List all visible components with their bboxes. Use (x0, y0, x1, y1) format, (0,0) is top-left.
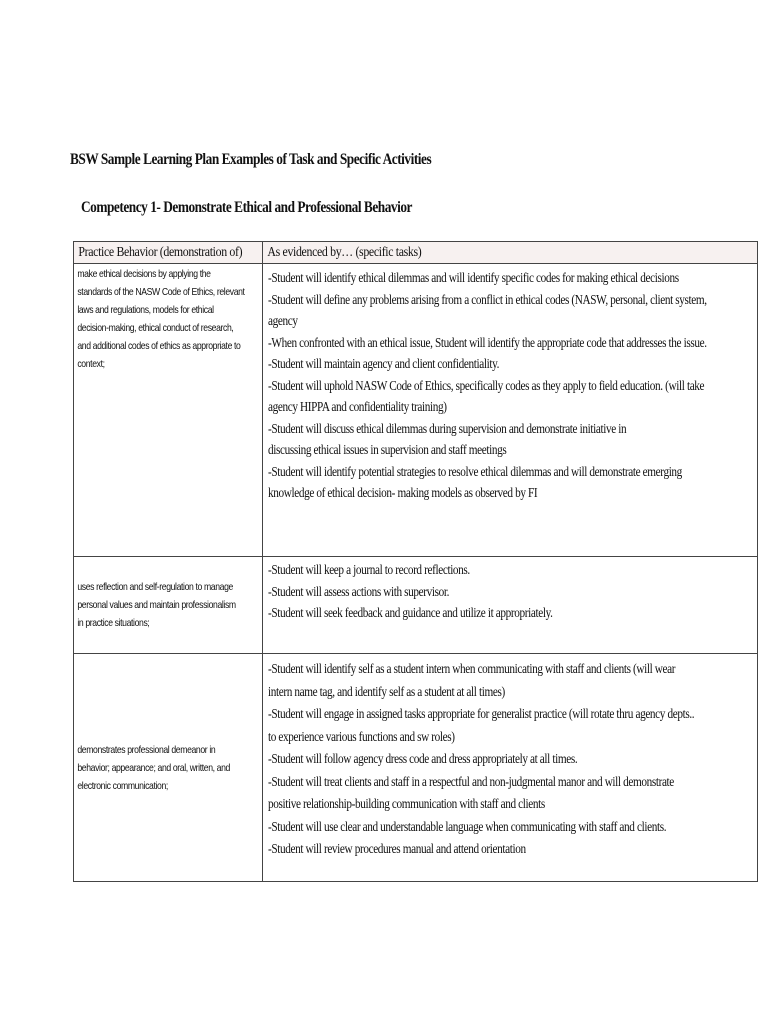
task-list (263, 557, 757, 624)
behavior-line: decision-making, ethical conduct of research, (77, 323, 234, 334)
tasks-cell (263, 264, 758, 557)
document-title: BSW Sample Learning Plan Examples of Task and Specific Activities (70, 151, 432, 168)
task-line: -Student will define any problems arising from a conflict in ethical codes (NASW, personal, client system, (268, 291, 707, 307)
header-evidenced-by: As evidenced by… (specific tasks) (263, 242, 758, 264)
task-line: -Student will discuss ethical dilemmas during supervision and demonstrate initiative in (268, 420, 627, 436)
behavior-line: context; (77, 359, 105, 370)
behavior-line: electronic communication; (77, 780, 168, 792)
task-line: -Student will maintain agency and client confidentiality. (268, 356, 500, 371)
table-header-row (74, 242, 758, 264)
task-line: -Student will engage in assigned tasks appropriate for generalist practice (will rotate thru agency depts.. (268, 706, 695, 721)
competency-heading: Competency 1- Demonstrate Ethical and Professional Behavior (81, 199, 412, 216)
task-line: -Student will uphold NASW Code of Ethics, specifically codes as they apply to field education. (will take (268, 377, 705, 393)
task-line: -Student will assess actions with supervisor. (268, 583, 450, 599)
task-list (263, 654, 757, 861)
task-line: agency (268, 313, 298, 328)
behavior-line: uses reflection and self-regulation to manage (77, 582, 233, 593)
task-line: intern name tag, and identify self as a student at all times) (268, 683, 506, 699)
practice-behavior-cell (74, 557, 263, 654)
task-line: knowledge of ethical decision- making models as observed by FI (268, 485, 538, 500)
behavior-line: make ethical decisions by applying the (77, 269, 211, 280)
task-line: -Student will review procedures manual and attend orientation (268, 841, 527, 856)
task-line: -Student will identify self as a student intern when communicating with staff and clients (will wear (268, 661, 676, 676)
task-list (263, 264, 757, 504)
table-row (74, 264, 758, 557)
task-line: -Student will keep a journal to record reflections. (268, 562, 471, 577)
behavior-line: behavior; appearance; and oral, written, and (77, 762, 230, 774)
behavior-line: personal values and maintain professionalism (77, 600, 236, 611)
task-line: agency HIPPA and confidentiality training) (268, 399, 447, 414)
task-line: -Student will follow agency dress code and dress appropriately at all times. (268, 751, 578, 766)
task-line: -Student will identify potential strategies to resolve ethical dilemmas and will demonstrate emerging (268, 463, 683, 479)
learning-plan-table (73, 241, 758, 882)
behavior-line: and additional codes of ethics as appropriate to (77, 341, 241, 352)
tasks-cell (263, 557, 758, 654)
task-line: -Student will use clear and understandable language when communicating with staff and clients. (268, 818, 667, 834)
practice-behavior-cell (74, 654, 263, 882)
tasks-cell (263, 654, 758, 882)
table-row (74, 654, 758, 882)
task-line: discussing ethical issues in supervision and staff meetings (268, 442, 507, 457)
task-line: -Student will treat clients and staff in a respectful and non-judgmental manor and will demonstrate (268, 773, 675, 789)
behavior-line: standards of the NASW Code of Ethics, relevant (77, 287, 245, 298)
behavior-line: laws and regulations, models for ethical (77, 305, 214, 316)
practice-behavior-cell (74, 264, 263, 557)
header-practice-behavior: Practice Behavior (demonstration of) (74, 242, 263, 264)
task-line: -Student will identify ethical dilemmas and will identify specific codes for making ethical decisions (268, 270, 679, 285)
task-line: -Student will seek feedback and guidance and utilize it appropriately. (268, 605, 553, 620)
task-line: -When confronted with an ethical issue, Student will identify the appropriate code that addresses the issue. (268, 334, 707, 350)
behavior-line: demonstrates professional demeanor in (77, 744, 216, 756)
table-row (74, 557, 758, 654)
behavior-line: in practice situations; (77, 618, 150, 629)
task-line: positive relationship-building communication with staff and clients (268, 796, 546, 811)
task-line: to experience various functions and sw roles) (268, 728, 455, 744)
